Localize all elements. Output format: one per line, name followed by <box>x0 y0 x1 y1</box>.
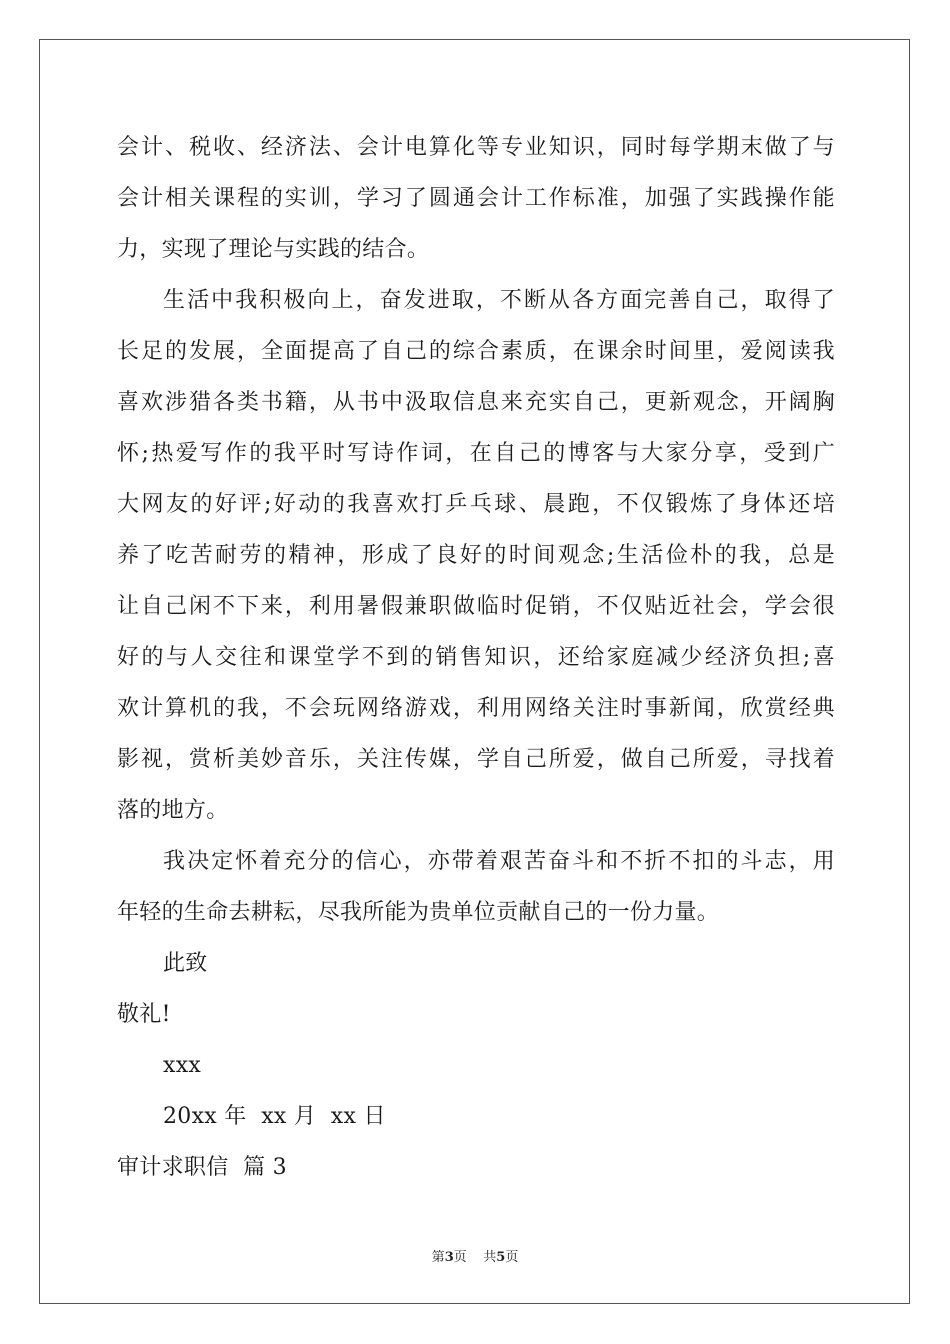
text-line: 生活中我积极向上，奋发进取，不断从各方面完善自己，取得了 <box>163 288 835 313</box>
text-line: 力，实现了理论与实践的结合。 <box>117 237 430 262</box>
text-line: 我决定怀着充分的信心，亦带着艰苦奋斗和不折不扣的斗志，用 <box>163 849 835 874</box>
text-line: 影视，赏析美妙音乐，关注传媒，学自己所爱，做自己所爱，寻找着 <box>117 747 835 772</box>
text-line: 审计求职信 篇 3 <box>117 1155 287 1180</box>
page-footer <box>0 1246 950 1265</box>
current-page-number: 3 <box>444 1250 454 1265</box>
text-line: 欢计算机的我，不会玩网络游戏，利用网络关注时事新闻，欣赏经典 <box>117 696 835 721</box>
document-body <box>117 122 835 1193</box>
footer-middle: 页 共 <box>453 1250 497 1265</box>
text-line: 长足的发展，全面提高了自己的综合素质，在课余时间里，爱阅读我 <box>117 339 835 364</box>
text-line: 好的与人交往和课堂学不到的销售知识，还给家庭减少经济负担;喜 <box>117 645 835 670</box>
text-line: 敬礼! <box>117 1002 171 1027</box>
text-line: 养了吃苦耐劳的精神，形成了良好的时间观念;生活俭朴的我，总是 <box>117 543 835 568</box>
text-line: 20xx 年 xx 月 xx 日 <box>163 1104 386 1129</box>
text-line: 落的地方。 <box>117 798 229 823</box>
text-line: 怀;热爱写作的我平时写诗作词，在自己的博客与大家分享，受到广 <box>117 441 835 466</box>
text-line: 会计、税收、经济法、会计电算化等专业知识，同时每学期末做了与 <box>117 135 835 160</box>
text-line: 此致 <box>163 951 208 976</box>
text-line: xxx <box>163 1053 202 1078</box>
text-line: 让自己闲不下来，利用暑假兼职做临时促销，不仅贴近社会，学会很 <box>117 594 835 619</box>
total-pages-number: 5 <box>496 1250 506 1265</box>
text-line: 年轻的生命去耕耘，尽我所能为贵单位贡献自己的一份力量。 <box>117 900 720 925</box>
footer-suffix: 页 <box>505 1250 519 1265</box>
footer-prefix: 第 <box>431 1250 445 1265</box>
text-line: 喜欢涉猎各类书籍，从书中汲取信息来充实自己，更新观念，开阔胸 <box>117 390 835 415</box>
text-line: 会计相关课程的实训，学习了圆通会计工作标准，加强了实践操作能 <box>117 186 835 211</box>
text-line: 大网友的好评;好动的我喜欢打乒乓球、晨跑，不仅锻炼了身体还培 <box>117 492 835 517</box>
